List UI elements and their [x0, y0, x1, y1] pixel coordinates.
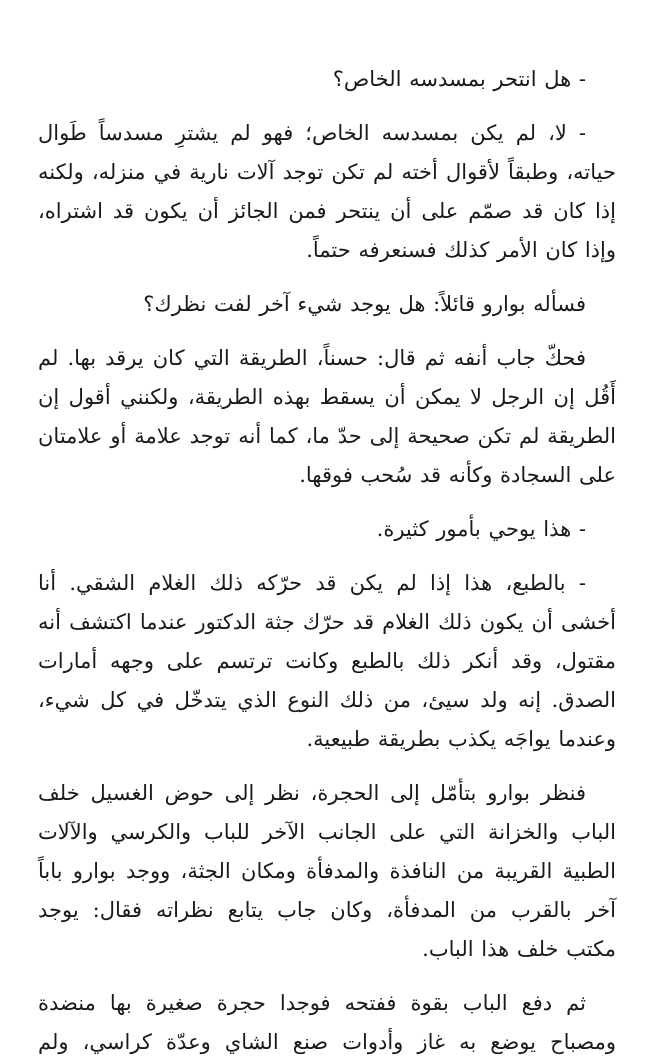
paragraph-1: - هل انتحر بمسدسه الخاص؟: [332, 67, 586, 91]
paragraph-8: ثم دفع الباب بقوة ففتحه فوجدا حجرة صغيرة بها منضدة ومصباح يوضع به غاز وأدوات صنع الشاي وعدّة كراسي، ولم: [38, 991, 616, 1054]
paragraph-3: فسأله بوارو قائلاً: هل يوجد شيء آخر لفت نظرك؟: [143, 292, 586, 316]
paragraph-2: - لا، لم يكن بمسدسه الخاص؛ فهو لم يشترِ مسدساً طَوال حياته، وطبقاً لأقوال أخته لم تكن توجد آلات نارية في منزله، ولكنه إذا كان قد صمّم على أن ينتحر فمن الجائز أن يكون قد اشتراه، وإذا كان الأمر كذلك فسنعرفه حتماً.: [38, 121, 616, 262]
paragraph-6: - بالطبع، هذا إذا لم يكن قد حرّكه ذلك الغلام الشقي. أنا أخشى أن يكون ذلك الغلام قد حرّك جثة الدكتور عندما اكتشف أنه مقتول، وقد أنكر ذلك بالطبع وكانت ترتسم على وجهه أمارات الصدق. إنه ولد سيئ، من ذلك النوع الذي يتدخّل في كل شيء، وعندما يواجَه يكذب بطريقة طبيعية.: [38, 571, 616, 751]
book-page-text: [38, 60, 616, 1062]
paragraph-7: فنظر بوارو بتأمّل إلى الحجرة، نظر إلى حوض الغسيل خلف الباب والخزانة التي على الجانب الآخر للباب والكرسي والآلات الطبية القريبة من النافذة والمدفأة ومكان الجثة، ووجد بوارو باباً آخر بالقرب من المدفأة، وكان جاب يتابع نظراته فقال: يوجد مكتب خلف هذا الباب.: [38, 781, 616, 961]
paragraph-4: فحكّ جاب أنفه ثم قال: حسناً، الطريقة التي كان يرقد بها. لم أَقُل إن الرجل لا يمكن أن يسقط بهذه الطريقة، ولكنني أقول إن الطريقة لم تكن صحيحة إلى حدّ ما، كما أنه توجد علامة أو علامتان على السجادة وكأنه قد سُحب فوقها.: [38, 346, 616, 487]
paragraph-5: - هذا يوحي بأمور كثيرة.: [376, 517, 586, 541]
